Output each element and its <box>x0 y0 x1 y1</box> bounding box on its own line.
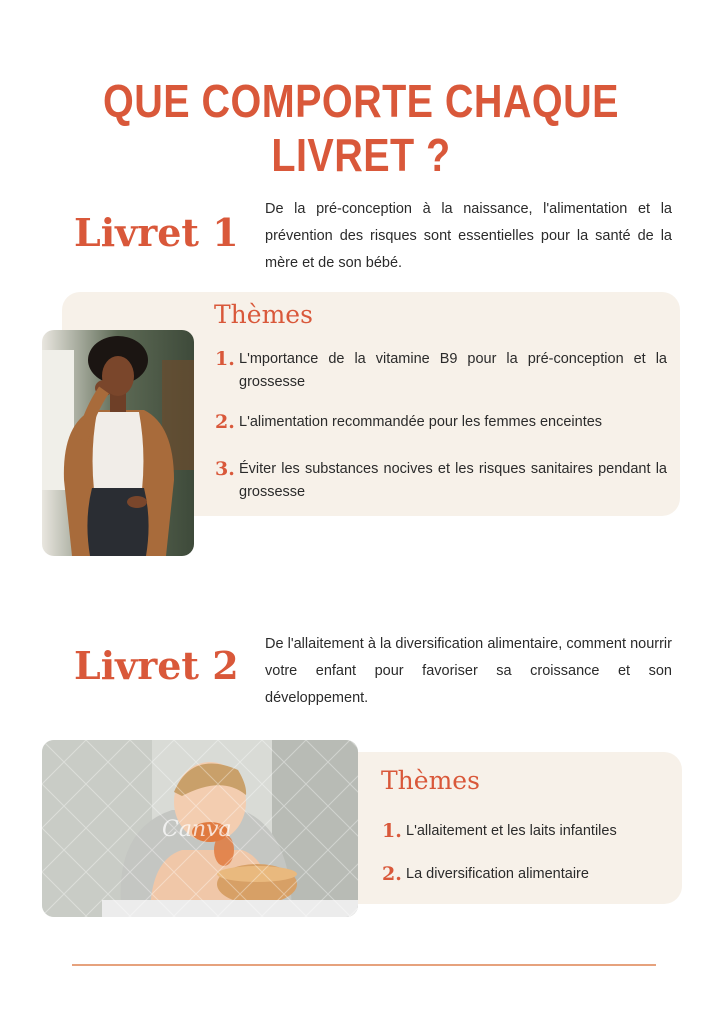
bottom-divider <box>72 964 656 966</box>
list-item <box>382 863 662 886</box>
livret-2-title: Livret 2 <box>74 643 239 688</box>
livret-1-title: Livret 1 <box>74 210 239 255</box>
livret-1-themes-heading: Thèmes <box>214 300 313 329</box>
theme-number: 2. <box>382 863 402 885</box>
theme-number: 3. <box>215 458 235 480</box>
theme-number: 1. <box>382 820 402 842</box>
theme-text: L'allaitement et les laits infantiles <box>406 823 617 839</box>
list-item <box>215 411 667 434</box>
canva-watermark: Canva <box>162 817 232 842</box>
theme-number: 2. <box>215 411 235 433</box>
baby-eating-photo <box>42 740 358 917</box>
theme-text: La diversification alimentaire <box>406 866 589 882</box>
theme-text: L'alimentation recommandée pour les femmes enceintes <box>239 414 603 430</box>
theme-text: Éviter les substances nocives et les risques sanitaires pendant la grossesse <box>239 461 667 500</box>
theme-text: L'mportance de la vitamine B9 pour la pré-conception et la grossesse <box>239 351 667 390</box>
theme-number: 1. <box>215 348 235 370</box>
livret-2-themes-list <box>382 820 662 886</box>
list-item <box>215 458 667 504</box>
livret-1-description: De la pré-conception à la naissance, l'alimentation et la prévention des risques sont essentielles pour la santé de la mère et de son bébé. <box>265 201 672 271</box>
list-item <box>382 820 662 843</box>
livret-2-themes-heading: Thèmes <box>381 766 480 795</box>
pregnant-woman-photo <box>42 330 194 556</box>
list-item <box>215 348 667 394</box>
livret-1-themes-list <box>215 348 667 504</box>
page-title: QUE COMPORTE CHAQUE LIVRET ? <box>103 75 619 181</box>
livret-2-description: De l'allaitement à la diversification alimentaire, comment nourrir votre enfant pour favoriser sa croissance et son développement. <box>265 636 672 706</box>
